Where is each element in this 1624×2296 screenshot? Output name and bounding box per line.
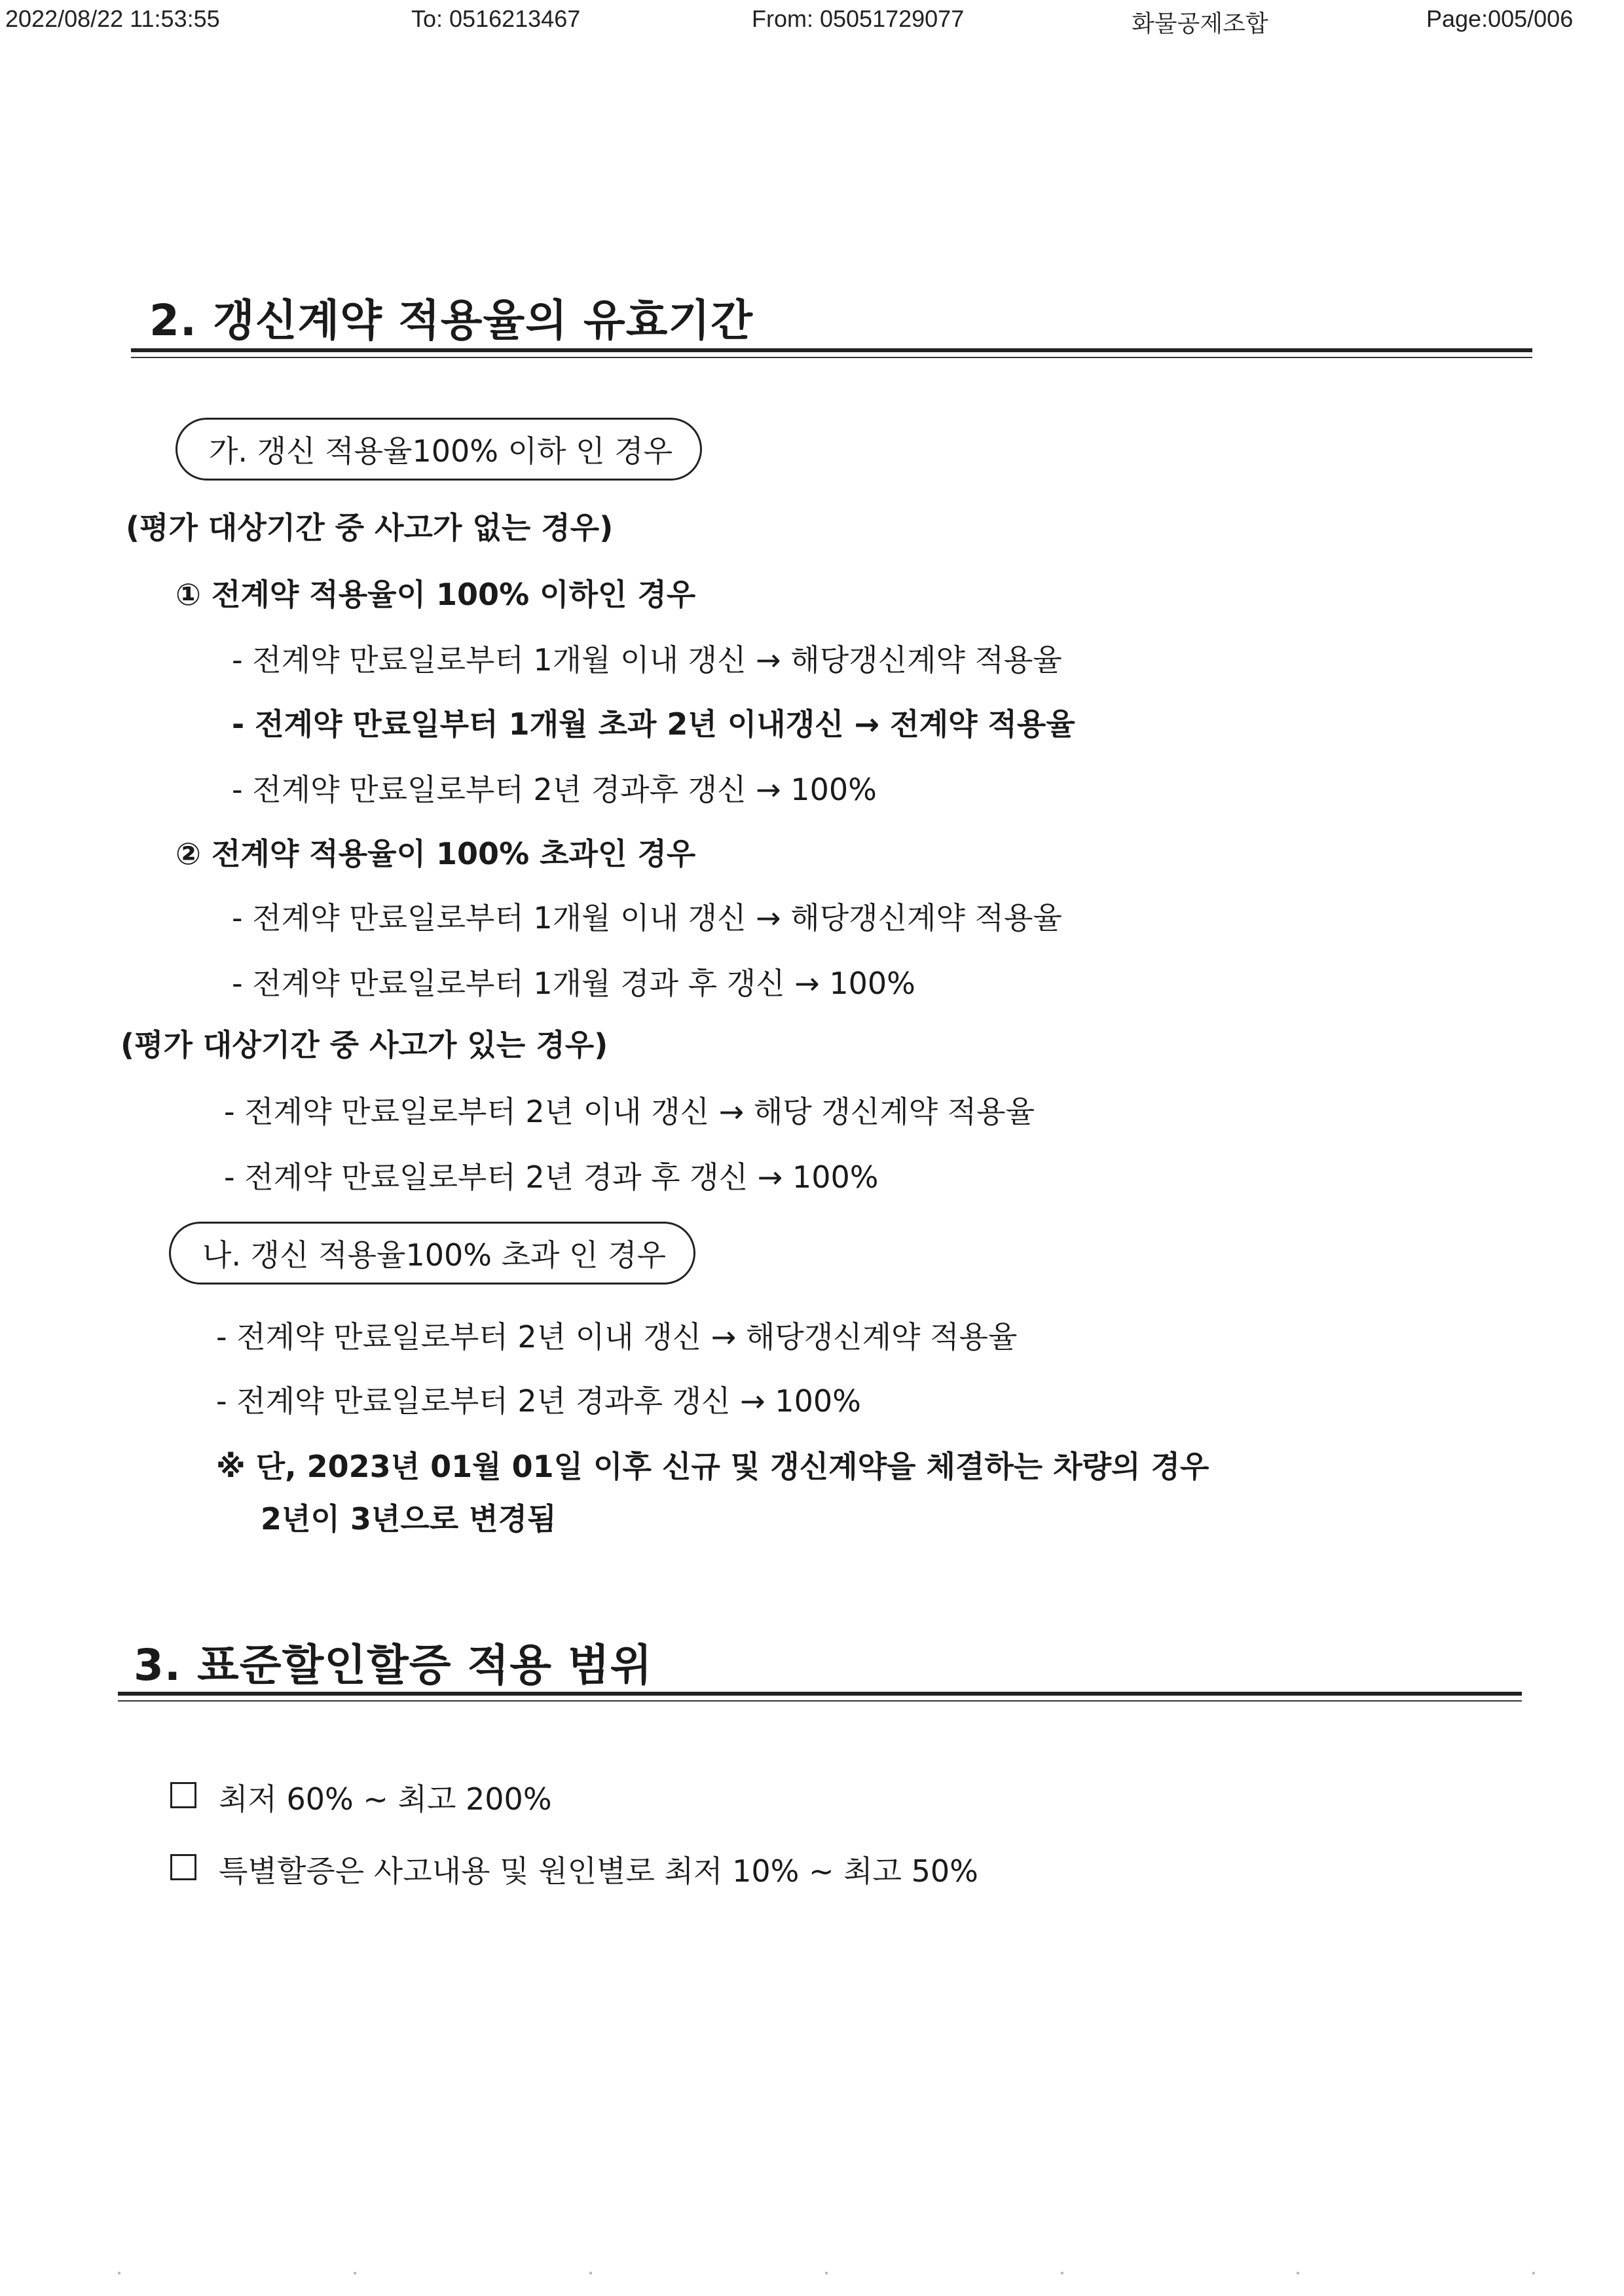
- fax-from: From: 05051729077: [752, 5, 965, 32]
- case-1-item: - 전계약 만료일로부터 2년 경과후 갱신 → 100%: [232, 772, 877, 807]
- section-2-title: 2. 갱신계약 적용율의 유효기간: [149, 295, 753, 346]
- checkbox-icon: [170, 1782, 196, 1808]
- note-line-1: ※ 단, 2023년 01월 01일 이후 신규 및 갱신계약을 체결하는 차량의 경우: [216, 1449, 1209, 1484]
- with-accident-item: - 전계약 만료일로부터 2년 경과 후 갱신 → 100%: [224, 1159, 879, 1195]
- fax-header: [0, 0, 1624, 46]
- range-item: 최저 60% ~ 최고 200%: [219, 1781, 552, 1817]
- case-1-item: - 전계약 만료일로부터 1개월 이내 갱신 → 해당갱신계약 적용율: [232, 642, 1062, 678]
- with-accident-heading: (평가 대상기간 중 사고가 있는 경우): [120, 1027, 608, 1063]
- fax-sender: 화물공제조합: [1132, 10, 1268, 37]
- no-accident-heading: (평가 대상기간 중 사고가 없는 경우): [126, 510, 614, 545]
- subsection-b-item: - 전계약 만료일로부터 2년 경과후 갱신 → 100%: [216, 1383, 861, 1419]
- scan-noise: [0, 2272, 1624, 2274]
- case-1-heading: ① 전계약 적용율이 100% 이하인 경우: [175, 577, 696, 612]
- section-2-rule-thin: [131, 357, 1532, 358]
- checkbox-icon: [170, 1854, 196, 1880]
- section-2-rule-thick: [131, 348, 1532, 352]
- subsection-b-item: - 전계약 만료일로부터 2년 이내 갱신 → 해당갱신계약 적용율: [216, 1319, 1018, 1355]
- section-3-rule-thick: [118, 1692, 1522, 1696]
- range-item: 특별할증은 사고내용 및 원인별로 최저 10% ~ 최고 50%: [219, 1853, 978, 1889]
- subsection-b-box: [169, 1222, 695, 1285]
- case-2-item: - 전계약 만료일로부터 1개월 경과 후 갱신 → 100%: [232, 966, 915, 1001]
- section-3-rule-thin: [118, 1700, 1522, 1702]
- case-2-item: - 전계약 만료일로부터 1개월 이내 갱신 → 해당갱신계약 적용율: [232, 900, 1062, 936]
- subsection-b-label: 나. 갱신 적용율100% 초과 인 경우: [202, 1237, 667, 1273]
- section-3-title: 3. 표준할인할증 적용 범위: [134, 1640, 653, 1690]
- fax-datetime: 2022/08/22 11:53:55: [5, 5, 220, 32]
- case-2-heading: ② 전계약 적용율이 100% 초과인 경우: [175, 836, 696, 871]
- with-accident-item: - 전계약 만료일로부터 2년 이내 갱신 → 해당 갱신계약 적용율: [224, 1094, 1035, 1129]
- subsection-a-label: 가. 갱신 적용율100% 이하 인 경우: [209, 433, 673, 469]
- note-line-2: 2년이 3년으로 변경됨: [261, 1501, 557, 1537]
- case-1-item: - 전계약 만료일부터 1개월 초과 2년 이내갱신 → 전계약 적용율: [232, 706, 1075, 742]
- subsection-a-box: [175, 418, 702, 481]
- fax-to: To: 0516213467: [411, 5, 581, 32]
- fax-page: Page:005/006: [1426, 5, 1574, 32]
